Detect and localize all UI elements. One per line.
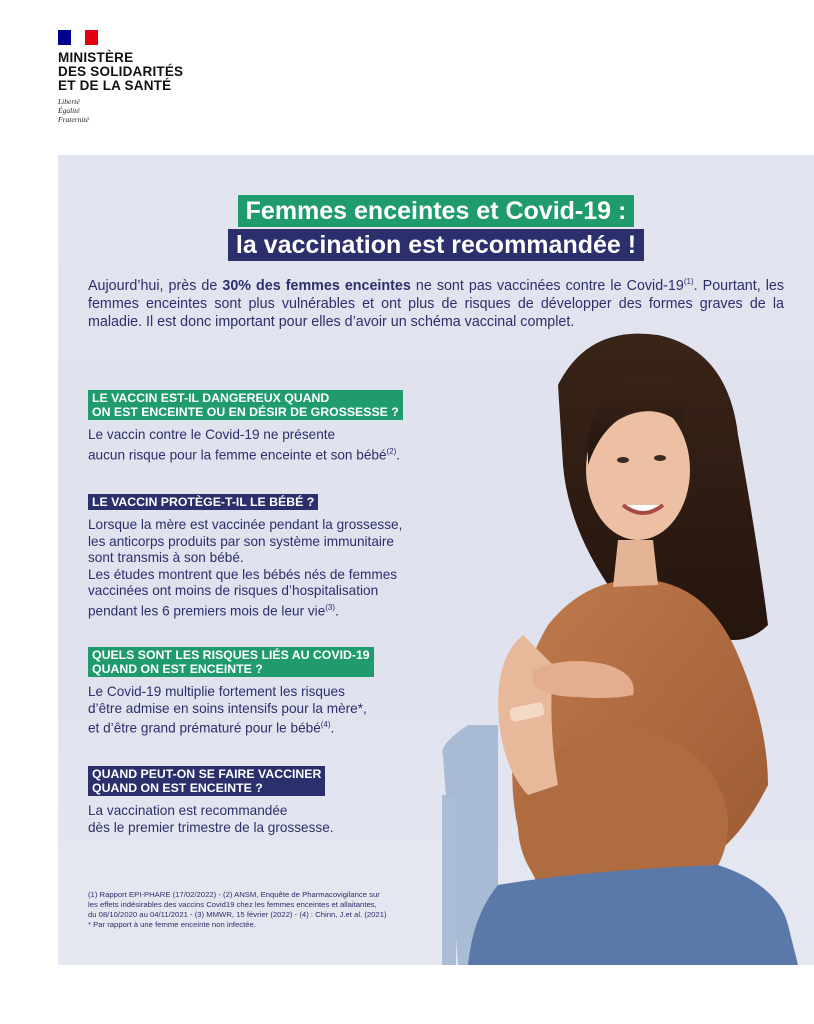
ministry-line: DES SOLIDARITÉS bbox=[58, 64, 184, 79]
answer-end: . bbox=[335, 603, 339, 619]
answer-line: Les études montrent que les bébés nés de femmes bbox=[88, 566, 398, 582]
ministry-line: MINISTÈRE bbox=[58, 50, 134, 65]
question-block bbox=[88, 647, 448, 737]
heading-line: LE VACCIN PROTÈGE-T-IL LE BÉBÉ ? bbox=[92, 495, 315, 509]
answer-end: . bbox=[330, 720, 335, 736]
answer-line: Le Covid-19 multiplie fortement les risques bbox=[88, 684, 345, 699]
motto-line: Égalité bbox=[58, 106, 80, 115]
ministry-name bbox=[58, 51, 183, 93]
answer-line: Lorsque la mère est vaccinée pendant la grossesse, bbox=[88, 517, 403, 532]
answer-line: dès le premier trimestre de la grossesse. bbox=[88, 819, 334, 835]
question-answer bbox=[88, 517, 448, 620]
question-block bbox=[88, 390, 448, 464]
answer-line: sont transmis à son bébé. bbox=[88, 550, 244, 565]
answer-line: les anticorps produits par son système immunitaire bbox=[88, 533, 394, 549]
poster-title bbox=[58, 195, 814, 261]
title-line-1: Femmes enceintes et Covid-19 : bbox=[238, 195, 635, 227]
answer-line: et d’être grand prématuré pour le bébé bbox=[88, 720, 321, 736]
answer-line: pendant les 6 premiers mois de leur vie bbox=[88, 603, 326, 619]
heading-line: QUAND ON EST ENCEINTE ? bbox=[92, 662, 263, 676]
intro-highlight: 30% des femmes enceintes bbox=[222, 277, 411, 294]
intro-text: . Pourtant, les femmes enceintes sont plus vulnérables et ont plus de risques de développer des formes graves de la maladie. Il est donc important pour elles d’avoir un schéma vaccinal complet. bbox=[88, 277, 785, 330]
answer-line: d’être admise en soins intensifs pour la mère*, bbox=[88, 700, 367, 716]
french-flag-icon bbox=[58, 30, 98, 45]
intro-text: ne sont pas vaccinées contre le Covid-19 bbox=[410, 277, 684, 294]
footnote-line: du 08/10/2020 au 04/11/2021 - (3) MMWR, 15 février (2022) - (4) : Chinn, J.et al. (2021) bbox=[88, 910, 387, 919]
question-heading bbox=[88, 494, 318, 510]
question-answer bbox=[88, 427, 448, 464]
question-heading bbox=[88, 647, 374, 677]
answer-line: La vaccination est recommandée bbox=[88, 803, 288, 818]
footnote-line: * Par rapport à une femme enceinte non infectée. bbox=[88, 920, 256, 929]
ministry-logo bbox=[58, 30, 183, 124]
motto-line: Fraternité bbox=[58, 115, 89, 124]
intro-paragraph bbox=[88, 273, 784, 331]
footnote-line: (1) Rapport EPI-PHARE (17/02/2022) - (2) ANSM, Enquête de Pharmacovigilance sur bbox=[88, 890, 380, 899]
heading-line: QUAND PEUT-ON SE FAIRE VACCINER bbox=[92, 767, 322, 781]
intro-text: Aujourd’hui, près de bbox=[88, 277, 223, 294]
question-block bbox=[88, 766, 448, 836]
question-block bbox=[88, 493, 448, 620]
answer-end: . bbox=[396, 447, 401, 463]
question-answer bbox=[88, 684, 448, 737]
heading-line: QUAND ON EST ENCEINTE ? bbox=[92, 781, 263, 795]
question-answer bbox=[88, 803, 448, 836]
poster bbox=[58, 155, 814, 965]
republic-motto bbox=[58, 97, 183, 124]
heading-line: LE VACCIN EST-IL DANGEREUX QUAND bbox=[92, 391, 330, 405]
question-heading bbox=[88, 766, 325, 796]
motto-line: Liberté bbox=[58, 97, 80, 106]
footnote-ref: (2) bbox=[386, 446, 397, 456]
title-line-2: la vaccination est recommandée ! bbox=[228, 229, 644, 261]
heading-line: QUELS SONT LES RISQUES LIÉS AU COVID-19 bbox=[92, 648, 370, 662]
footnote-line: les effets indésirables des vaccins Covid19 chez les femmes enceintes et allaitantes, bbox=[88, 900, 377, 909]
answer-line: aucun risque pour la femme enceinte et son bébé bbox=[88, 447, 387, 463]
heading-line: ON EST ENCEINTE OU EN DÉSIR DE GROSSESSE ? bbox=[92, 405, 399, 419]
question-heading bbox=[88, 390, 403, 420]
ministry-line: ET DE LA SANTÉ bbox=[58, 78, 172, 93]
footnotes bbox=[88, 890, 418, 930]
answer-line: Le vaccin contre le Covid-19 ne présente bbox=[88, 427, 336, 442]
footnote-ref: (3) bbox=[325, 602, 336, 612]
footnote-ref: (1) bbox=[683, 277, 694, 286]
answer-line: vaccinées ont moins de risques d’hospitalisation bbox=[88, 583, 379, 598]
pregnant-woman-photo bbox=[438, 325, 814, 965]
footnote-ref: (4) bbox=[320, 720, 331, 729]
